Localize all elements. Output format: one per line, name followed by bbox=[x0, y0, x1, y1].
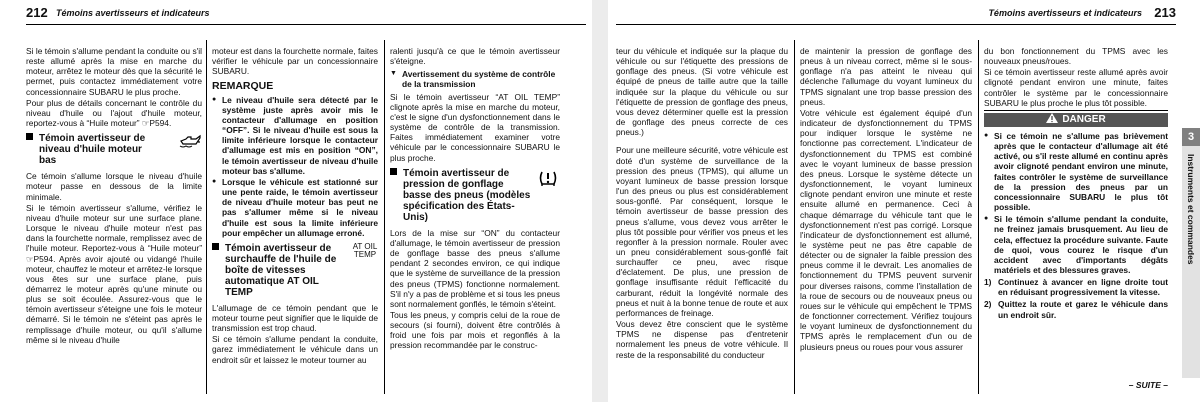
step-text: Continuez à avancer en ligne droite tout en réduisant progressivement la vitesse. bbox=[998, 277, 1168, 298]
chapter-tab bbox=[1182, 128, 1200, 378]
right-header bbox=[616, 4, 1176, 25]
left-header bbox=[26, 4, 586, 25]
left-col-2 bbox=[212, 46, 378, 366]
continued-label: – SUITE – bbox=[1128, 380, 1168, 390]
warning-triangle-icon bbox=[1046, 113, 1058, 123]
danger-header bbox=[984, 113, 1168, 127]
paragraph: Tous les pneus, y compris celui de la roue de secours (si fourni), doivent être contrôlés à froid une fois par mois et regonflés à la pression recommandée par le construc- bbox=[390, 309, 560, 351]
right-col-1 bbox=[616, 46, 788, 361]
icon-text: AT OIL bbox=[352, 241, 378, 251]
paragraph: du bon fonctionnement du TPMS avec les nouveaux pneus/roues. bbox=[984, 46, 1168, 67]
chapter-title: Instruments et commandes bbox=[1186, 154, 1196, 265]
danger-body bbox=[984, 131, 1168, 320]
section-bullet-icon bbox=[26, 133, 33, 140]
paragraph: de maintenir la pression de gonflage des pneus à un niveau correct, même si le sous-gonflage n'a pas atteint le niveau qui déclenche l'allumage du voyant lumineux du TPMS signalant une trop basse pression des pneus. bbox=[800, 46, 972, 107]
section-heading-at-oil-temp bbox=[212, 243, 378, 298]
tire-pressure-icon bbox=[538, 168, 558, 188]
paragraph: Vous devez être conscient que le système TPMS ne dispense pas d'entretenir normalement les pneus de votre véhicule. Il reste de la responsabilité du conducteur bbox=[616, 319, 788, 360]
step-number: 1) bbox=[984, 277, 992, 288]
paragraph: Ce témoin s'allume lorsque le niveau d'huile moteur passe en dessous de la limite minimale. bbox=[26, 171, 202, 202]
section-title: Témoin avertisseur de pression de gonflage basse des pneus (modèles spécification des États-Unis) bbox=[403, 167, 531, 223]
danger-box bbox=[984, 110, 1168, 320]
paragraph: Pour plus de détails concernant le contrôle du niveau d'huile ou l'ajout d'huile moteur, reportez-vous à “Huile moteur” ☞P594. bbox=[26, 97, 202, 129]
paragraph: moteur est dans la fourchette normale, faites vérifier le véhicule par un concessionnaire SUBARU. bbox=[212, 46, 378, 77]
right-col-3 bbox=[984, 46, 1168, 322]
left-page bbox=[0, 0, 592, 402]
section-heading-tpms bbox=[390, 168, 560, 223]
paragraph: L'allumage de ce témoin pendant que le moteur tourne peut signifier que le liquide de transmission est trop chaud. bbox=[212, 302, 378, 334]
left-col-1 bbox=[26, 46, 202, 346]
remark-heading: REMARQUE bbox=[212, 80, 274, 93]
paragraph: Si le témoin avertisseur “AT OIL TEMP” clignote après la mise en marche du moteur, c'est le signe d'un dysfonctionnement dans le système de contrôle de la transmission. Faites immédiatement examiner votre véhicule par le concessionnaire SUBARU le plus proche. bbox=[390, 91, 560, 163]
chapter-number: 3 bbox=[1182, 128, 1200, 146]
column-divider bbox=[978, 40, 979, 394]
danger-bullet: ● Si le témoin s'allume pendant la conduite, ne freinez jamais brusquement. Au lieu de cela, effectuez la procédure suivante. Faute de quoi, vous courez le risque d'un accident avec d'importants dégâts matériels et des blessures graves. bbox=[984, 214, 1168, 275]
icon-text: TEMP bbox=[353, 249, 377, 259]
paragraph: Lors de la mise sur “ON” du contacteur d'allumage, le témoin avertisseur de pression de gonflage basse des pneus s'allume pendant 2 secondes environ, ce qui indique que le système de surveillance de la pression des pneus (TPMS) fonctionne normalement. S'il n'y a pas de problème et si tous les pneus sont normalement gonflés, le témoin s'éteint. bbox=[390, 227, 560, 309]
paragraph: Pour une meilleure sécurité, votre véhicule est doté d'un système de surveillance de la pression des pneus (TPMS), qui allume un voyant lumineux de basse pression lorsque l'un des pneus ou plus est considérablement sous-gonflé. Par conséquent, lorsque le témoin avertisseur de basse pression des pneus s'allume, vous devez vous arrêter le plus tôt possible pour vérifier vos pneus et les regonfler à la pression normale. Rouler avec un pneu considérablement sous-gonflé fait surchauffer ce pneu, avec risque d'éclatement. De plus, une pression de gonflage insuffisante réduit l'efficacité du carburant, réduit la longévité normale des pneus et nuit à la bonne tenue de route et aux performances de freinage. bbox=[616, 145, 788, 318]
danger-label: DANGER bbox=[1062, 113, 1106, 125]
paragraph: teur du véhicule et indiquée sur la plaque du véhicule ou sur l'étiquette des pressions de gonflage des pneus. (Si votre véhicule est équipé de pneus de taille autre que la taille indiquée sur la plaque du véhicule ou sur l'étiquette de pression de gonflage des pneus, vous devez déterminer quelle est la pression de gonflage des pneus correcte de ces pneus.) bbox=[616, 46, 788, 138]
section-bullet-icon bbox=[390, 168, 397, 175]
step-number: 2) bbox=[984, 299, 992, 310]
paragraph: ralenti jusqu'à ce que le témoin avertisseur s'éteigne. bbox=[390, 46, 560, 67]
left-col-3 bbox=[390, 46, 560, 352]
page-number: 213 bbox=[1154, 5, 1176, 20]
column-divider bbox=[794, 40, 795, 394]
page-gutter bbox=[592, 0, 608, 402]
danger-bullet: ● Si ce témoin ne s'allume pas brièvement après que le contacteur d'allumage ait été activé, ou s'il reste allumé en continu après avoir clignoté pendant environ une minute, faites contrôler le système de surveillance de la pression des pneus par un concessionnaire SUBARU le plus tôt possible. bbox=[984, 131, 1168, 212]
subsection-heading: ▼ Avertissement du système de contrôle de la transmission bbox=[390, 69, 560, 89]
danger-step bbox=[984, 299, 1168, 319]
remark-bullet: ● Lorsque le véhicule est stationné sur une pente raide, le témoin avertisseur de niveau d'huile moteur bas peut ne pas s'allumer même si le niveau d'huile est sous la limite inférieure pour empêcher un allumage erroné. bbox=[212, 177, 378, 238]
page-title: Témoins avertisseurs et indicateurs bbox=[56, 8, 210, 18]
section-title: Témoin avertisseur de niveau d'huile moteur bas bbox=[39, 133, 146, 167]
page-title: Témoins avertisseurs et indicateurs bbox=[988, 8, 1142, 18]
paragraph: Si le témoin s'allume pendant la conduite ou s'il reste allumé après la mise en marche du moteur, arrêtez le moteur dès que la sécurité le permet, puis contactez immédiatement votre concessionnaire SUBARU le plus proche. bbox=[26, 46, 202, 97]
paragraph: Si ce témoin avertisseur reste allumé après avoir clignoté pendant environ une minute, faites contrôler le système par le concessionnaire SUBARU le plus proche le plus tôt possible. bbox=[984, 67, 1168, 108]
column-divider bbox=[206, 40, 207, 394]
paragraph: Votre véhicule est également équipé d'un indicateur de dysfonctionnement du TPMS pour indiquer lorsque le système ne fonctionne pas correctement. L'indicateur de dysfonctionnement du TPMS est combiné avec le voyant lumineux de basse pression des pneus. Lorsque le système détecte un dysfonctionnement, le voyant lumineux clignote pendant environ une minute et reste ensuite allumé en permanence. Ceci à chaque démarrage du véhicule tant que le dysfonctionnement n'est pas corrigé. Lorsque l'indicateur de dysfonctionnement est allumé, le système peut ne pas être capable de détecter ou de signaler la faible pression des pneus comme il le devrait. Les anomalies de fonctionnement du TPMS peuvent survenir pour diverses raisons, comme l'installation de la roue de secours ou de nouveaux pneus ou roues sur le véhicule qui empêchent le TPMS de fonctionner correctement. Vérifiez toujours le voyant lumineux de dysfonctionnement du TPMS après le remplacement d'un ou de plusieurs pneus ou roues pour vous assurer bbox=[800, 107, 972, 352]
remark-bullet: ● Le niveau d'huile sera détecté par le système juste après avoir mis le contacteur d'allumage en position “OFF”. Si le niveau d'huile est sous la limite inférieure lorsque le contacteur d'allumage est mis en position “ON”, le témoin avertisseur de niveau d'huile moteur bas s'allume. bbox=[212, 95, 378, 176]
paragraph: Si le témoin avertisseur s'allume, vérifiez le niveau d'huile moteur sur une surface plane. Lorsque le niveau d'huile moteur n'est pas dans la fourchette normale, remplissez avec de l'huile moteur. Reportez-vous à “Huile moteur” ☞P594. Après avoir ajouté ou vidangé l'huile moteur, chauffez le moteur et arrêtez-le lorsque vous êtes sur une surface plane, puis démarrez le moteur après qu'une minute ou plus se soit écoulée. Assurez-vous que le témoin avertisseur s'éteigne une fois le moteur démarré. Si le témoin ne s'éteint pas après le remplissage d'huile moteur, ou qu'il s'allume même si le niveau d'huile bbox=[26, 202, 202, 345]
oil-can-icon bbox=[178, 133, 202, 151]
paragraph: Si ce témoin s'allume pendant la conduite, garez immédiatement le véhicule dans un endroit sûr et laissez le moteur tourner au bbox=[212, 334, 378, 365]
at-oil-temp-icon bbox=[352, 243, 378, 259]
section-title: Témoin avertisseur de surchauffe de l'huile de boîte de vitesses automatique AT OIL TEMP bbox=[225, 242, 337, 298]
danger-step bbox=[984, 277, 1168, 297]
section-bullet-icon bbox=[212, 243, 219, 250]
section-heading-oil-level bbox=[26, 133, 202, 166]
right-page bbox=[608, 0, 1200, 402]
right-col-2 bbox=[800, 46, 972, 353]
step-text: Quittez la route et garez le véhicule dans un endroit sûr. bbox=[998, 299, 1168, 320]
page-number: 212 bbox=[26, 5, 48, 20]
column-divider bbox=[384, 40, 385, 394]
